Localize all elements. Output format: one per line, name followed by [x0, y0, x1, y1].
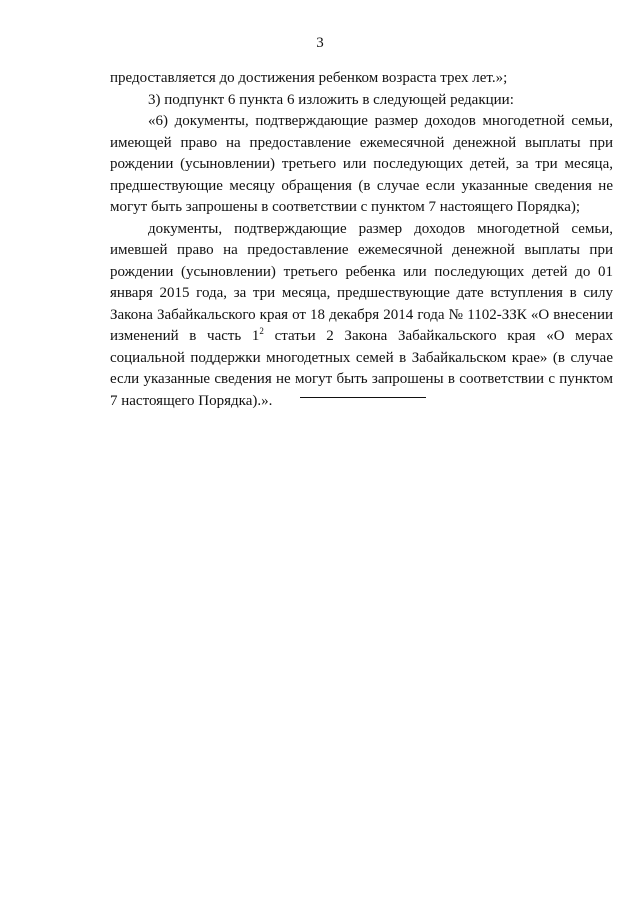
document-body	[110, 68, 613, 412]
end-separator-line	[300, 397, 426, 398]
paragraph-item-3: 3) подпункт 6 пункта 6 изложить в следующей редакции:	[148, 91, 514, 108]
page-number: 3	[316, 35, 324, 51]
paragraph-documents-text-2: статьи 2 Закона Забайкальского края «О мерах социальной поддержки многодетных семей в Забайкальском крае» (в случае если указанные сведения не могут быть запрошены в соответствии с пунктом 7 настоящего Порядка).».	[110, 328, 613, 409]
superscript-2: 2	[259, 326, 264, 336]
paragraph-documents-text-1: документы, подтверждающие размер доходов многодетной семьи, имевшей право на предоставление ежемесячной денежной выплаты при рождении (усыновлении) третьего ребенка или последующих детей до 01 января 2015 года, за три месяца, предшествующие дате вступления в силу Закона Забайкальского края от 18 декабря 2014 года № 1102-ЗЗК «О внесении изменений в часть 1	[110, 220, 613, 344]
paragraph-documents	[110, 219, 613, 413]
paragraph-subitem-6: «6) документы, подтверждающие размер доходов многодетной семьи, имеющей право на предоставление ежемесячной денежной выплаты при рождении (усыновлении) третьего или последующих детей, за три месяца, предшествующие месяцу обращения (в случае если указанные сведения не могут быть запрошены в соответствии с пунктом 7 настоящего Порядка);	[110, 113, 613, 215]
paragraph-continuation: предоставляется до достижения ребенком возраста трех лет.»;	[110, 70, 508, 86]
